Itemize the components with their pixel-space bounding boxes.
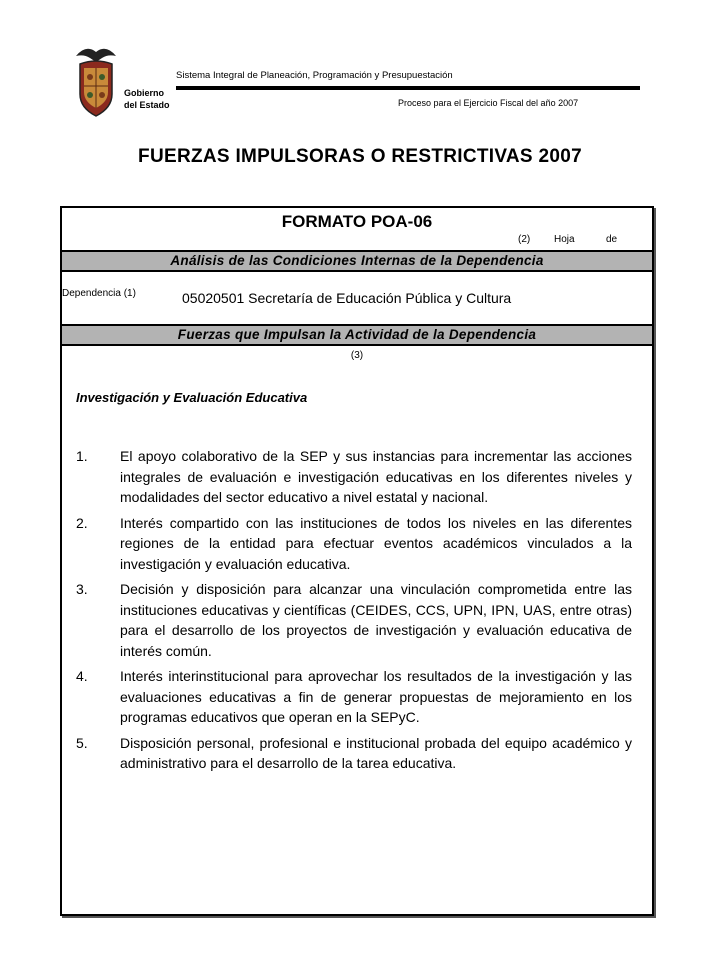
sheet-number-label: (2)	[518, 234, 531, 245]
dependencia-label: Dependencia (1)	[62, 288, 136, 299]
dependencia-value: 05020501 Secretaría de Educación Pública y Cultura	[182, 290, 512, 306]
gov-line1: Gobierno	[124, 88, 164, 98]
item-text: Disposición personal, profesional e institucional probada del equipo académico y administrativo para el desarrollo de la tarea educativa.	[120, 734, 632, 771]
item-number: 1.	[76, 448, 88, 464]
gov-line2: del Estado	[124, 100, 170, 110]
item-number: 2.	[76, 514, 88, 531]
forces-list	[76, 446, 632, 779]
form-code: FORMATO POA-06	[281, 212, 433, 231]
item-text: El apoyo colaborativo de la SEP y sus instancias para incrementar las acciones integrales de evaluación e investigación educativas en los diferentes niveles y modalidades del sector educativo a nivel estatal y nacional.	[120, 448, 632, 505]
page-title: FUERZAS IMPULSORAS O RESTRICTIVAS 2007	[138, 146, 582, 167]
system-name: Sistema Integral de Planeación, Programación y Presupuestación	[176, 70, 453, 81]
item-number: 3.	[76, 581, 88, 597]
list-item	[76, 513, 632, 575]
section-driving-forces: Fuerzas que Impulsan la Actividad de la Dependencia	[62, 324, 652, 346]
header-divider	[176, 86, 640, 90]
state-coat-of-arms-logo	[72, 42, 120, 120]
government-label	[124, 87, 170, 111]
item-text: Interés interinstitucional para aprovechar los resultados de la investigación y las evaluaciones educativas a fin de generar propuestas de mejoramiento en los programas educativos que operan en la SEPyC.	[120, 668, 632, 725]
list-item	[76, 579, 632, 661]
of-label: de	[606, 234, 618, 245]
item-number: 5.	[76, 734, 88, 751]
list-item	[76, 446, 632, 508]
item-text: Interés compartido con las instituciones de todos los niveles en las diferentes regiones de la entidad para efectuar eventos académicos vinculados a la investigación y evaluación educativa.	[120, 514, 632, 572]
list-item	[76, 733, 632, 774]
process-label: Proceso para el Ejercicio Fiscal del año 2007	[398, 98, 579, 108]
section-subtitle: Investigación y Evaluación Educativa	[76, 390, 308, 405]
item-text: Decisión y disposición para alcanzar una vinculación comprometida entre las instituciones educativas y científicas (CEIDES, CCS, UPN, IPN, UAS, entre otras) para el desarrollo de los proyectos de investigación y evaluación educativa de interés común.	[120, 581, 632, 659]
section-internal-conditions: Análisis de las Condiciones Internas de la Dependencia	[62, 250, 652, 272]
sheet-label: Hoja	[554, 234, 575, 245]
section-number: (3)	[350, 350, 364, 361]
list-item	[76, 666, 632, 728]
item-number: 4.	[76, 668, 88, 684]
